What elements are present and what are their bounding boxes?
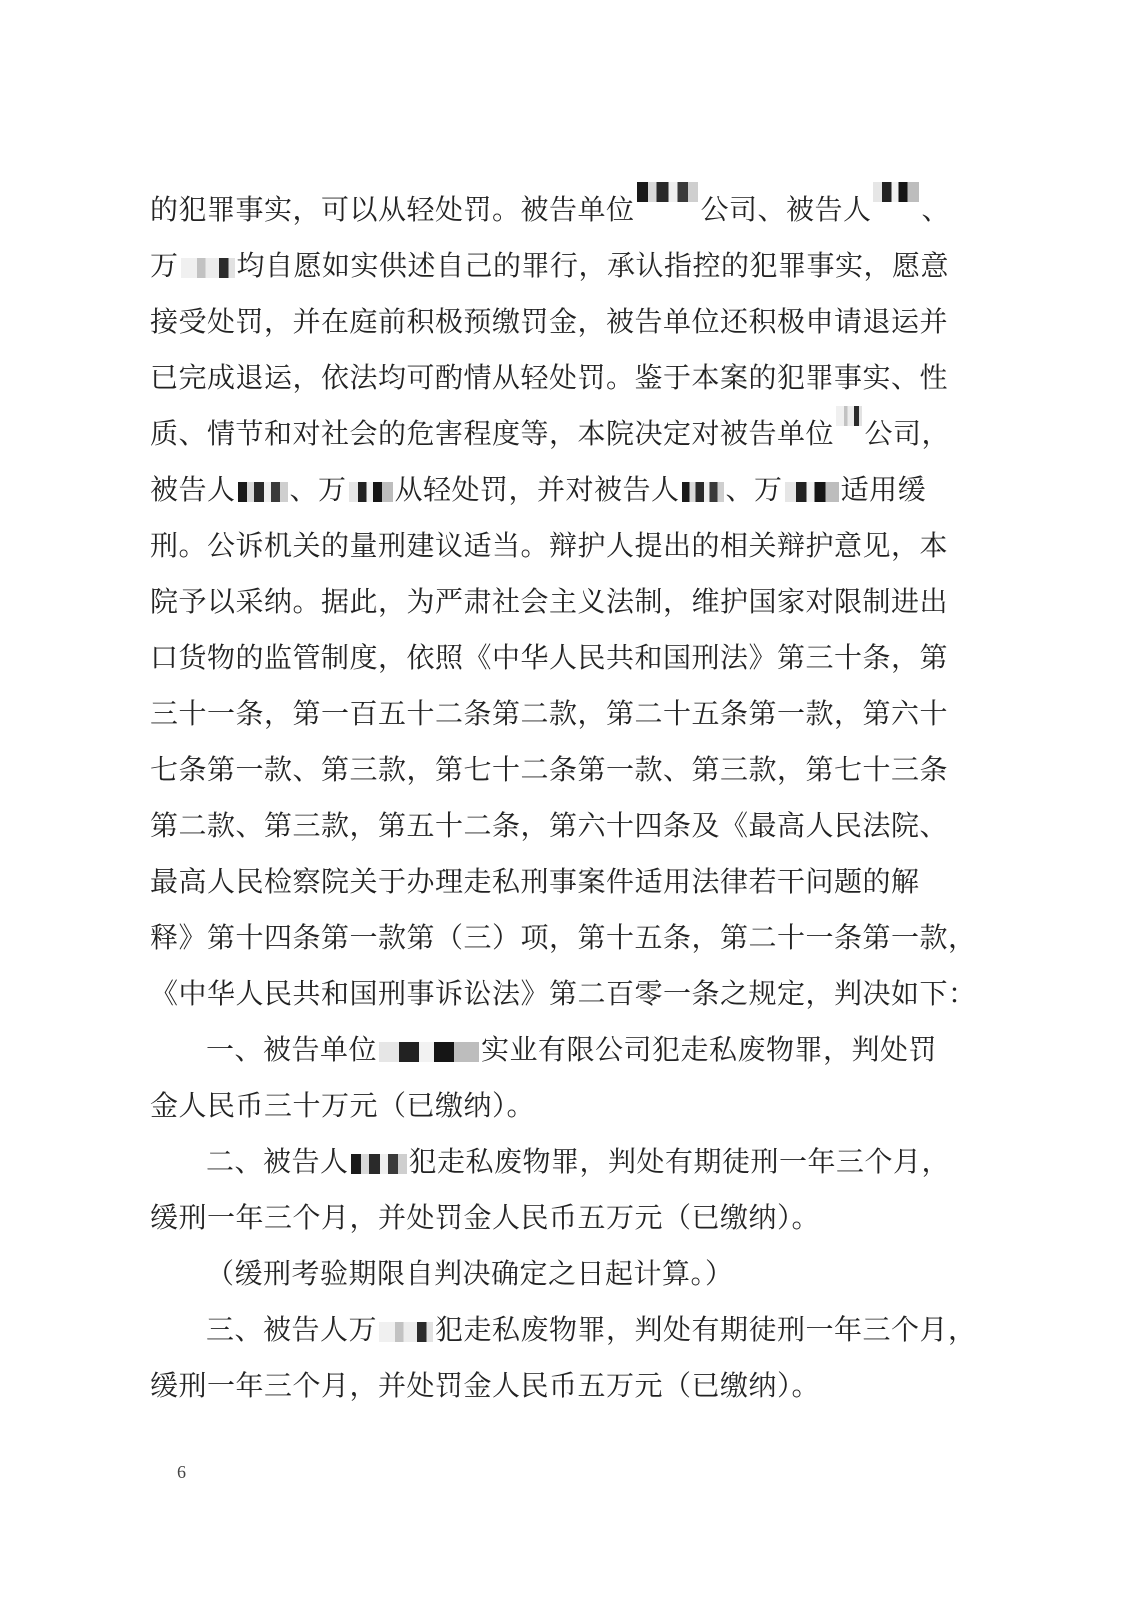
text-segment: 公司， bbox=[864, 417, 950, 450]
redaction-mask bbox=[637, 182, 699, 202]
text-segment: 《中华人民共和国刑事诉讼法》第二百零一条之规定，判决如下： bbox=[150, 977, 977, 1010]
redaction-mask bbox=[379, 1322, 433, 1342]
text-segment: 已完成退运，依法均可酌情从轻处罚。鉴于本案的犯罪事实、性 bbox=[150, 361, 949, 394]
verdict-item-2 bbox=[150, 1134, 950, 1190]
text-segment: 院予以采纳。据此，为严肃社会主义法制，维护国家对限制进出 bbox=[150, 585, 949, 618]
redaction-mask bbox=[181, 258, 235, 278]
text-line bbox=[150, 182, 950, 238]
text-line bbox=[150, 910, 977, 966]
redaction-mask bbox=[379, 1042, 479, 1062]
text-segment: 金人民币三十万元（已缴纳）。 bbox=[150, 1089, 536, 1122]
text-segment: 口货物的监管制度，依照《中华人民共和国刑法》第三十条，第 bbox=[150, 641, 949, 674]
text-line bbox=[150, 1190, 950, 1246]
judgment-body bbox=[150, 182, 977, 1414]
text-segment: 实业有限公司犯走私废物罪，判处罚 bbox=[481, 1033, 938, 1066]
redaction-mask bbox=[785, 482, 839, 502]
text-line bbox=[150, 294, 950, 350]
text-segment: 三、被告人万 bbox=[206, 1313, 378, 1346]
text-segment: 、万 bbox=[725, 473, 783, 506]
redaction-mask bbox=[349, 482, 393, 502]
text-segment: 一、被告单位 bbox=[206, 1033, 378, 1066]
text-line bbox=[150, 238, 950, 294]
text-segment: 的犯罪事实，可以从轻处罚。被告单位 bbox=[150, 193, 635, 226]
text-segment: 从轻处罚，并对被告人 bbox=[394, 473, 680, 506]
redaction-mask bbox=[873, 182, 919, 202]
verdict-item-1 bbox=[150, 1022, 950, 1078]
page-number: 6 bbox=[177, 1462, 186, 1482]
text-line bbox=[150, 630, 950, 686]
text-line bbox=[150, 518, 950, 574]
text-segment: 释》第十四条第一款第（三）项，第十五条，第二十一条第一款， bbox=[150, 921, 977, 954]
verdict-item-3 bbox=[150, 1302, 977, 1358]
text-segment: 第二款、第三款，第五十二条，第六十四条及《最高人民法院、 bbox=[150, 809, 949, 842]
redaction-mask bbox=[238, 482, 288, 502]
text-segment: 三十一条，第一百五十二条第二款，第二十五条第一款，第六十 bbox=[150, 697, 949, 730]
text-line bbox=[150, 1078, 950, 1134]
text-segment: 、 bbox=[921, 193, 950, 226]
text-line bbox=[150, 686, 950, 742]
probation-note bbox=[150, 1246, 950, 1302]
text-line bbox=[150, 798, 950, 854]
text-segment: 二、被告人 bbox=[206, 1145, 349, 1178]
text-line bbox=[150, 462, 950, 518]
text-segment: 刑。公诉机关的量刑建议适当。辩护人提出的相关辩护意见，本 bbox=[150, 529, 949, 562]
text-segment: 七条第一款、第三款，第七十二条第一款、第三款，第七十三条 bbox=[150, 753, 949, 786]
text-line bbox=[150, 350, 950, 406]
text-segment: 犯走私废物罪，判处有期徒刑一年三个月， bbox=[408, 1145, 951, 1178]
text-segment: 犯走私废物罪，判处有期徒刑一年三个月， bbox=[435, 1313, 977, 1346]
text-line bbox=[150, 574, 950, 630]
text-segment: （缓刑考验期限自判决确定之日起计算。） bbox=[206, 1257, 734, 1290]
text-segment: 均自愿如实供述自己的罪行，承认指控的犯罪事实，愿意 bbox=[236, 249, 950, 282]
text-line bbox=[150, 854, 950, 910]
text-line bbox=[150, 406, 950, 462]
text-segment: 缓刑一年三个月，并处罚金人民币五万元（已缴纳）。 bbox=[150, 1369, 821, 1402]
text-line bbox=[150, 1358, 950, 1414]
redaction-mask bbox=[351, 1154, 407, 1174]
text-segment: 质、情节和对社会的危害程度等，本院决定对被告单位 bbox=[150, 417, 835, 450]
text-segment: 接受处罚，并在庭前积极预缴罚金，被告单位还积极申请退运并 bbox=[150, 305, 949, 338]
text-line bbox=[150, 742, 950, 798]
redaction-mask bbox=[836, 406, 862, 426]
text-segment: 公司、被告人 bbox=[700, 193, 872, 226]
text-segment: 、万 bbox=[289, 473, 347, 506]
text-segment: 缓刑一年三个月，并处罚金人民币五万元（已缴纳）。 bbox=[150, 1201, 821, 1234]
text-segment: 被告人 bbox=[150, 473, 236, 506]
text-segment: 适用缓 bbox=[840, 473, 927, 506]
redaction-mask bbox=[682, 482, 724, 502]
text-segment: 万 bbox=[150, 249, 179, 282]
text-segment: 最高人民检察院关于办理走私刑事案件适用法律若干问题的解 bbox=[150, 865, 920, 898]
text-line bbox=[150, 966, 977, 1022]
